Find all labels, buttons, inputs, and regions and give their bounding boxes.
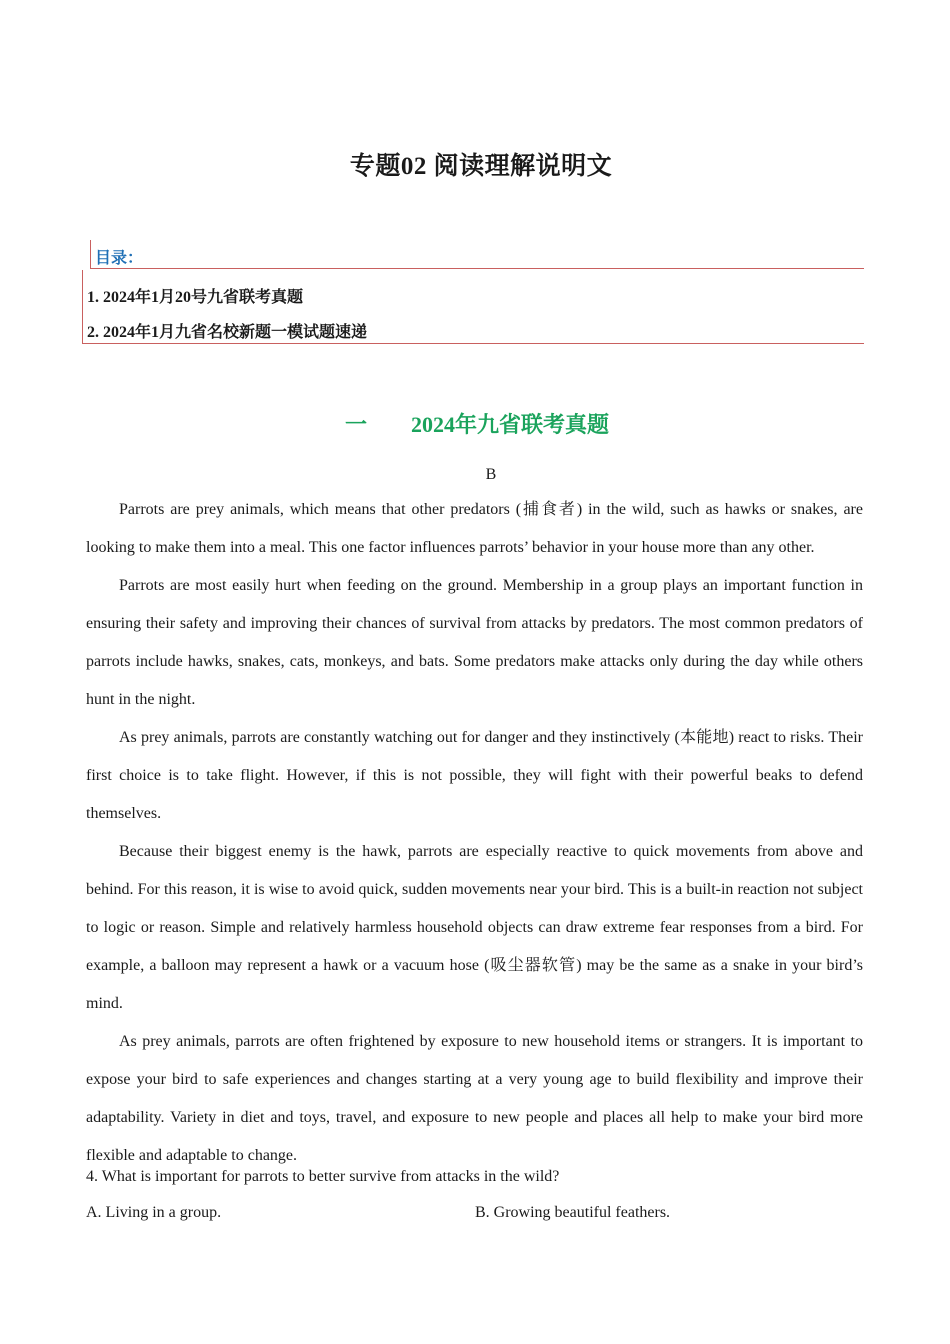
paragraph-2: Parrots are most easily hurt when feeding on the ground. Membership in a group plays an important function in ensuring their safety and improving their chances of survival from attacks by predators. The most common predators of parrots include hawks, snakes, cats, monkeys, and bats. Some predators make attacks only during the day while others hunt in the night.: [86, 577, 863, 708]
paragraph-4: Because their biggest enemy is the hawk, parrots are especially reactive to quick movements from above and behind. For this reason, it is wise to avoid quick, sudden movements near your bird. This is a built-in reaction not subject to logic or reason. Simple and relatively harmless household objects can draw extreme fear responses from a bird. For example, a balloon may represent a hawk or a vacuum hose (吸尘器软管) may be the same as a snake in your bird’s mind.: [86, 843, 863, 1012]
toc-item-2[interactable]: 2. 2024年1月九省名校新题一模试题速递: [87, 324, 368, 341]
section-number: 一: [345, 412, 368, 437]
toc-list: [82, 270, 864, 344]
option-b: B. Growing beautiful feathers.: [475, 1204, 671, 1221]
paragraph-1: Parrots are prey animals, which means that other predators (捕食者) in the wild, such as hawks or snakes, are looking to make them into a meal. This one factor influences parrots’ behavior in your house more than any other.: [86, 501, 863, 556]
toc-label: 目录：: [95, 250, 144, 267]
paragraph-5: As prey animals, parrots are often frightened by exposure to new household items or strangers. It is important to expose your bird to safe experiences and changes starting at a very young age to build flexibility and improve their adaptability. Variety in diet and toys, travel, and exposure to new people and places all help to make your bird more flexible and adaptable to change.: [86, 1033, 863, 1164]
passage-label: B: [485, 466, 497, 483]
toc-item-1[interactable]: 1. 2024年1月20号九省联考真题: [87, 289, 304, 306]
option-a: A. Living in a group.: [86, 1204, 222, 1221]
question-4: 4. What is important for parrots to better survive from attacks in the wild?: [86, 1168, 560, 1185]
section-title: 2024年九省联考真题: [411, 412, 610, 437]
paragraph-3: As prey animals, parrots are constantly watching out for danger and they instinctively (本能地) react to risks. Their first choice is to take flight. However, if this is not possible, they will fight with their powerful beaks to defend themselves.: [86, 729, 863, 822]
passage-body: [86, 491, 863, 1175]
toc-header: [90, 240, 864, 269]
page-title: 专题02 阅读理解说明文: [349, 153, 613, 180]
section-heading: [0, 408, 950, 440]
